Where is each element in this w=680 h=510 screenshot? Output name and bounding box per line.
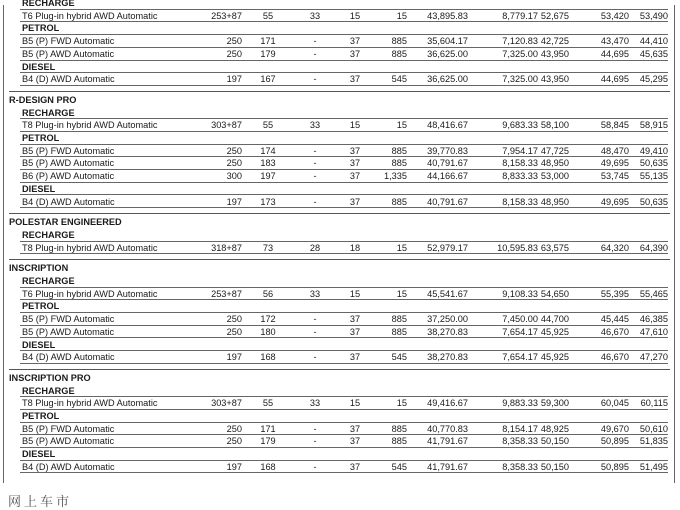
cell-p5: 44,410 <box>639 36 668 47</box>
cell-c3: - <box>313 461 317 472</box>
section-separator <box>9 369 670 370</box>
row-divider <box>20 472 668 473</box>
cell-p4: 50,895 <box>600 461 629 472</box>
cell-p4: 46,670 <box>600 352 629 363</box>
cell-p5: 55,135 <box>639 171 668 182</box>
cell-c3: - <box>313 352 317 363</box>
cell-c3: 28 <box>309 242 321 253</box>
cell-c5: 15 <box>396 288 407 299</box>
cell-p1: 35,604.17 <box>427 36 468 47</box>
table-row <box>0 170 680 182</box>
table-row <box>0 397 680 409</box>
cell-p2: 7,120.83 <box>502 36 538 47</box>
cell-c5: 885 <box>391 314 407 325</box>
cell-c4: 37 <box>349 145 361 156</box>
cell-p4: 44,695 <box>600 74 629 85</box>
table-row <box>0 73 680 85</box>
cell-c4: 37 <box>349 74 361 85</box>
cell-p5: 46,385 <box>639 314 668 325</box>
cell-p1: 44,166.67 <box>427 171 468 182</box>
cell-p2: 7,654.17 <box>502 352 538 363</box>
cell-c5: 545 <box>391 461 407 472</box>
table-row <box>0 288 680 300</box>
cell-c5: 15 <box>396 10 407 21</box>
cell-p4: 49,695 <box>600 158 629 169</box>
cell-c4: 37 <box>349 196 361 207</box>
cell-model: T8 Plug-in hybrid AWD Automatic <box>22 242 158 253</box>
cell-power: 250 <box>226 326 242 337</box>
cell-p4: 46,670 <box>600 326 629 337</box>
cell-model: T6 Plug-in hybrid AWD Automatic <box>22 10 158 21</box>
cell-p1: 48,416.67 <box>427 120 468 131</box>
fuel-type-label: RECHARGE <box>22 385 75 396</box>
cell-power: 250 <box>226 36 242 47</box>
fuel-type-label: PETROL <box>22 23 60 34</box>
fuel-type-label: DIESEL <box>22 449 56 460</box>
cell-p3: 42,725 <box>540 36 569 47</box>
cell-c4: 15 <box>349 120 361 131</box>
cell-p1: 39,770.83 <box>427 145 468 156</box>
cell-c5: 545 <box>391 352 407 363</box>
cell-p5: 50,635 <box>639 158 668 169</box>
cell-model: T8 Plug-in hybrid AWD Automatic <box>22 120 158 131</box>
cell-p3: 47,725 <box>540 145 569 156</box>
cell-c2: 56 <box>262 288 274 299</box>
cell-power: 197 <box>226 461 242 472</box>
table-row <box>0 313 680 325</box>
cell-c5: 15 <box>396 242 407 253</box>
cell-p5: 50,610 <box>639 423 668 434</box>
cell-p4: 53,420 <box>600 10 629 21</box>
cell-c2: 180 <box>260 326 276 337</box>
cell-p5: 60,115 <box>640 398 668 409</box>
fuel-type-label: PETROL <box>22 133 60 143</box>
fuel-type-label: RECHARGE <box>22 107 75 118</box>
cell-p3: 48,925 <box>540 423 569 434</box>
cell-c3: - <box>313 436 317 447</box>
cell-c5: 885 <box>391 196 407 207</box>
cell-c5: 885 <box>391 158 407 169</box>
cell-power: 250 <box>226 145 242 156</box>
cell-p5: 53,490 <box>639 10 668 21</box>
row-divider <box>20 207 668 208</box>
cell-c3: - <box>313 196 317 207</box>
cell-c2: 179 <box>260 48 276 59</box>
cell-c2: 55 <box>262 120 274 131</box>
cell-c5: 885 <box>391 145 407 156</box>
cell-p2: 8,779.17 <box>502 10 538 21</box>
cell-power: 250 <box>226 314 242 325</box>
cell-p5: 49,410 <box>639 145 668 156</box>
cell-c4: 37 <box>349 423 361 434</box>
cell-c2: 174 <box>260 145 276 156</box>
cell-p2: 8,158.33 <box>502 158 538 169</box>
cell-p4: 53,745 <box>600 171 629 182</box>
row-divider <box>20 85 668 86</box>
cell-p2: 8,158.33 <box>502 196 538 207</box>
table-row <box>0 351 680 363</box>
cell-p1: 45,541.67 <box>427 288 468 299</box>
cell-c5: 545 <box>391 74 407 85</box>
cell-model: B6 (P) AWD Automatic <box>22 171 115 182</box>
cell-p5: 55,465 <box>639 288 668 299</box>
table-row <box>0 157 680 169</box>
cell-p2: 7,325.00 <box>502 74 538 85</box>
cell-p3: 44,700 <box>540 314 569 325</box>
cell-p4: 49,670 <box>600 423 629 434</box>
cell-c4: 37 <box>349 158 361 169</box>
table-row <box>0 461 680 473</box>
fuel-type-label: PETROL <box>22 301 60 312</box>
cell-model: B4 (D) AWD Automatic <box>22 74 115 85</box>
table-row <box>0 423 680 435</box>
cell-p5: 51,835 <box>639 436 668 447</box>
cell-model: B4 (D) AWD Automatic <box>22 461 115 472</box>
cell-p2: 8,358.33 <box>502 436 538 447</box>
table-row <box>0 35 680 47</box>
cell-c2: 55 <box>262 10 274 21</box>
table-row <box>0 196 680 208</box>
cell-power: 300 <box>226 171 242 182</box>
cell-p2: 9,883.33 <box>502 398 538 409</box>
cell-c3: - <box>313 171 317 182</box>
cell-model: B5 (P) AWD Automatic <box>22 48 115 59</box>
cell-c5: 15 <box>396 398 407 409</box>
cell-c5: 885 <box>391 48 407 59</box>
cell-p5: 58,915 <box>639 120 668 131</box>
cell-p5: 45,635 <box>639 48 668 59</box>
cell-p1: 38,270.83 <box>427 352 468 363</box>
cell-p1: 41,791.67 <box>427 436 468 447</box>
cell-c4: 37 <box>349 352 361 363</box>
cell-c2: 171 <box>260 36 276 47</box>
cell-c5: 1,335 <box>384 171 407 182</box>
cell-power: 250 <box>226 158 242 169</box>
section-title: INSCRIPTION PRO <box>9 372 91 383</box>
cell-p4: 44,695 <box>600 48 629 59</box>
table-row <box>0 119 680 131</box>
cell-power: 250 <box>226 436 242 447</box>
cell-model: B5 (P) FWD Automatic <box>22 145 115 156</box>
cell-model: B5 (P) FWD Automatic <box>22 36 115 47</box>
cell-p4: 55,395 <box>600 288 629 299</box>
cell-c4: 15 <box>349 10 361 21</box>
cell-p2: 7,450.00 <box>502 314 538 325</box>
section-separator <box>9 91 670 92</box>
cell-p3: 45,925 <box>540 326 569 337</box>
section-title: POLESTAR ENGINEERED <box>9 217 122 228</box>
cell-p1: 38,270.83 <box>427 326 468 337</box>
cell-p4: 45,445 <box>600 314 629 325</box>
cell-c2: 197 <box>260 171 276 182</box>
cell-p5: 64,390 <box>639 242 668 253</box>
cell-c5: 15 <box>396 120 407 131</box>
cell-c4: 37 <box>349 36 361 47</box>
cell-power: 250 <box>226 48 242 59</box>
cell-p3: 59,300 <box>540 398 569 409</box>
row-divider <box>20 253 668 254</box>
cell-p4: 58,845 <box>600 120 629 131</box>
cell-c3: 33 <box>309 288 321 299</box>
cell-p4: 64,320 <box>600 242 629 253</box>
cell-c3: - <box>313 48 317 59</box>
cell-p3: 48,950 <box>540 196 569 207</box>
cell-p3: 58,100 <box>540 120 569 131</box>
cell-c2: 167 <box>260 74 276 85</box>
cell-c2: 179 <box>260 436 276 447</box>
cell-p1: 37,250.00 <box>427 314 468 325</box>
cell-c4: 37 <box>349 314 361 325</box>
cell-p3: 50,150 <box>540 461 569 472</box>
cell-p5: 47,610 <box>639 326 668 337</box>
cell-c4: 37 <box>349 48 361 59</box>
section-separator <box>9 259 670 260</box>
cell-c5: 885 <box>391 423 407 434</box>
cell-c3: 33 <box>309 120 321 131</box>
fuel-type-label: DIESEL <box>22 61 56 72</box>
cell-c3: - <box>313 145 317 156</box>
cell-p4: 60,045 <box>600 398 629 409</box>
cell-power: 197 <box>226 352 242 363</box>
cell-p2: 8,358.33 <box>502 461 538 472</box>
cell-p3: 54,650 <box>540 288 569 299</box>
table-row <box>0 145 680 157</box>
cell-model: T8 Plug-in hybrid AWD Automatic <box>22 398 158 409</box>
cell-power: 253+87 <box>211 10 242 21</box>
cell-c2: 168 <box>260 461 276 472</box>
cell-p3: 63,575 <box>540 242 569 253</box>
fuel-type-label: DIESEL <box>22 339 56 350</box>
fuel-type-label: RECHARGE <box>22 229 75 240</box>
cell-c4: 15 <box>349 288 361 299</box>
cell-p1: 41,791.67 <box>427 461 468 472</box>
cell-p5: 45,295 <box>639 74 668 85</box>
cell-p1: 49,416.67 <box>427 398 468 409</box>
cell-c2: 55 <box>262 398 274 409</box>
cell-c3: - <box>313 36 317 47</box>
cell-c5: 885 <box>391 36 407 47</box>
cell-c3: - <box>313 326 317 337</box>
cell-c3: - <box>313 423 317 434</box>
cell-p2: 9,108.33 <box>502 288 538 299</box>
fuel-type-label: RECHARGE <box>22 0 75 8</box>
cell-p2: 8,833.33 <box>502 171 538 182</box>
cell-c2: 73 <box>262 242 274 253</box>
cell-c4: 18 <box>349 242 361 253</box>
fuel-type-label: RECHARGE <box>22 276 75 286</box>
cell-c4: 37 <box>349 326 361 337</box>
cell-model: B5 (P) AWD Automatic <box>22 158 115 169</box>
cell-c2: 183 <box>260 158 276 169</box>
cell-c4: 37 <box>349 171 361 182</box>
cell-p2: 9,683.33 <box>502 120 538 131</box>
cell-p2: 10,595.83 <box>497 242 538 253</box>
cell-c3: 33 <box>309 398 321 409</box>
cell-power: 197 <box>226 196 242 207</box>
cell-p3: 45,925 <box>540 352 569 363</box>
table-row <box>0 10 680 22</box>
cell-p2: 7,954.17 <box>502 145 538 156</box>
cell-p4: 49,695 <box>600 196 629 207</box>
cell-c3: - <box>313 314 317 325</box>
cell-p1: 36,625.00 <box>427 74 468 85</box>
cell-c4: 37 <box>349 461 361 472</box>
cell-c5: 885 <box>391 436 407 447</box>
cell-power: 303+87 <box>211 120 242 131</box>
cell-c2: 172 <box>260 314 276 325</box>
cell-p3: 53,000 <box>540 171 569 182</box>
section-separator <box>9 213 670 214</box>
fuel-type-label: DIESEL <box>22 183 56 194</box>
cell-c2: 173 <box>260 196 276 207</box>
cell-c2: 168 <box>260 352 276 363</box>
table-row <box>0 48 680 60</box>
cell-p1: 40,791.67 <box>427 196 468 207</box>
cell-p2: 7,325.00 <box>502 48 538 59</box>
watermark: 网上车市 <box>8 495 73 510</box>
cell-p1: 52,979.17 <box>427 242 468 253</box>
cell-p4: 43,470 <box>600 36 629 47</box>
cell-c3: 33 <box>309 10 321 21</box>
cell-p4: 50,895 <box>600 436 629 447</box>
table-row <box>0 326 680 338</box>
cell-model: B4 (D) AWD Automatic <box>22 196 115 207</box>
section-title: INSCRIPTION <box>9 263 69 274</box>
section-title: R-DESIGN PRO <box>9 94 77 105</box>
cell-p2: 8,154.17 <box>502 423 538 434</box>
table-row <box>0 242 680 254</box>
cell-p1: 43,895.83 <box>427 10 468 21</box>
cell-model: B5 (P) FWD Automatic <box>22 423 115 434</box>
cell-c3: - <box>313 74 317 85</box>
cell-c4: 15 <box>349 398 361 409</box>
cell-model: B5 (P) AWD Automatic <box>22 326 115 337</box>
fuel-type-label: PETROL <box>22 411 60 421</box>
cell-p5: 51,495 <box>639 461 668 472</box>
cell-p4: 48,470 <box>600 145 629 156</box>
cell-model: B4 (D) AWD Automatic <box>22 352 115 363</box>
cell-model: T6 Plug-in hybrid AWD Automatic <box>22 288 158 299</box>
cell-p3: 43,950 <box>540 48 569 59</box>
table-row <box>0 435 680 447</box>
cell-p3: 48,950 <box>540 158 569 169</box>
cell-p1: 36,625.00 <box>427 48 468 59</box>
row-divider <box>20 363 668 364</box>
cell-p5: 50,635 <box>639 196 668 207</box>
cell-c2: 171 <box>260 423 276 434</box>
cell-power: 303+87 <box>211 398 242 409</box>
cell-p3: 50,150 <box>540 436 569 447</box>
cell-c5: 885 <box>391 326 407 337</box>
cell-c3: - <box>313 158 317 169</box>
cell-power: 197 <box>226 74 242 85</box>
cell-model: B5 (P) FWD Automatic <box>22 314 115 325</box>
cell-p3: 43,950 <box>540 74 569 85</box>
cell-power: 253+87 <box>211 288 242 299</box>
cell-p1: 40,791.67 <box>427 158 468 169</box>
cell-c4: 37 <box>349 436 361 447</box>
cell-p5: 47,270 <box>639 352 668 363</box>
cell-power: 318+87 <box>211 242 242 253</box>
cell-p3: 52,675 <box>540 10 569 21</box>
cell-model: B5 (P) AWD Automatic <box>22 436 115 447</box>
cell-power: 250 <box>226 423 242 434</box>
cell-p1: 40,770.83 <box>427 423 468 434</box>
cell-p2: 7,654.17 <box>502 326 538 337</box>
